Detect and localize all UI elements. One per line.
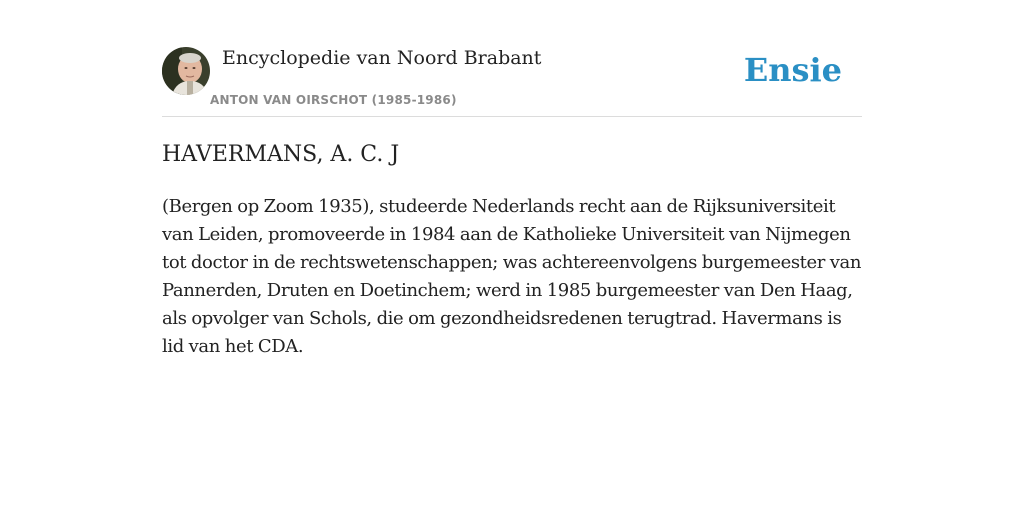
author-name[interactable]: ANTON VAN OIRSCHOT (1985-1986) <box>210 93 457 107</box>
author-portrait-icon[interactable] <box>162 47 210 95</box>
brand-logo[interactable]: Ensie <box>743 51 842 89</box>
entry-body: (Bergen op Zoom 1935), studeerde Nederlands recht aan de Rijksuniversiteit van Leiden, promoveerde in 1984 aan de Katholieke Universiteit van Nijmegen tot doctor in de rechtswetenschappen; was achtereenvolgens burgemeester van Pannerden, Druten en Doetinchem; werd in 1985 burgemeester van Den Haag, als opvolger van Schols, die om gezondheidsredenen terugtrad. Havermans is lid van het CDA. <box>162 196 862 357</box>
entry-title: HAVERMANS, A. C. J <box>162 142 400 167</box>
source-title[interactable]: Encyclopedie van Noord Brabant <box>222 47 542 69</box>
source-header <box>162 46 862 117</box>
